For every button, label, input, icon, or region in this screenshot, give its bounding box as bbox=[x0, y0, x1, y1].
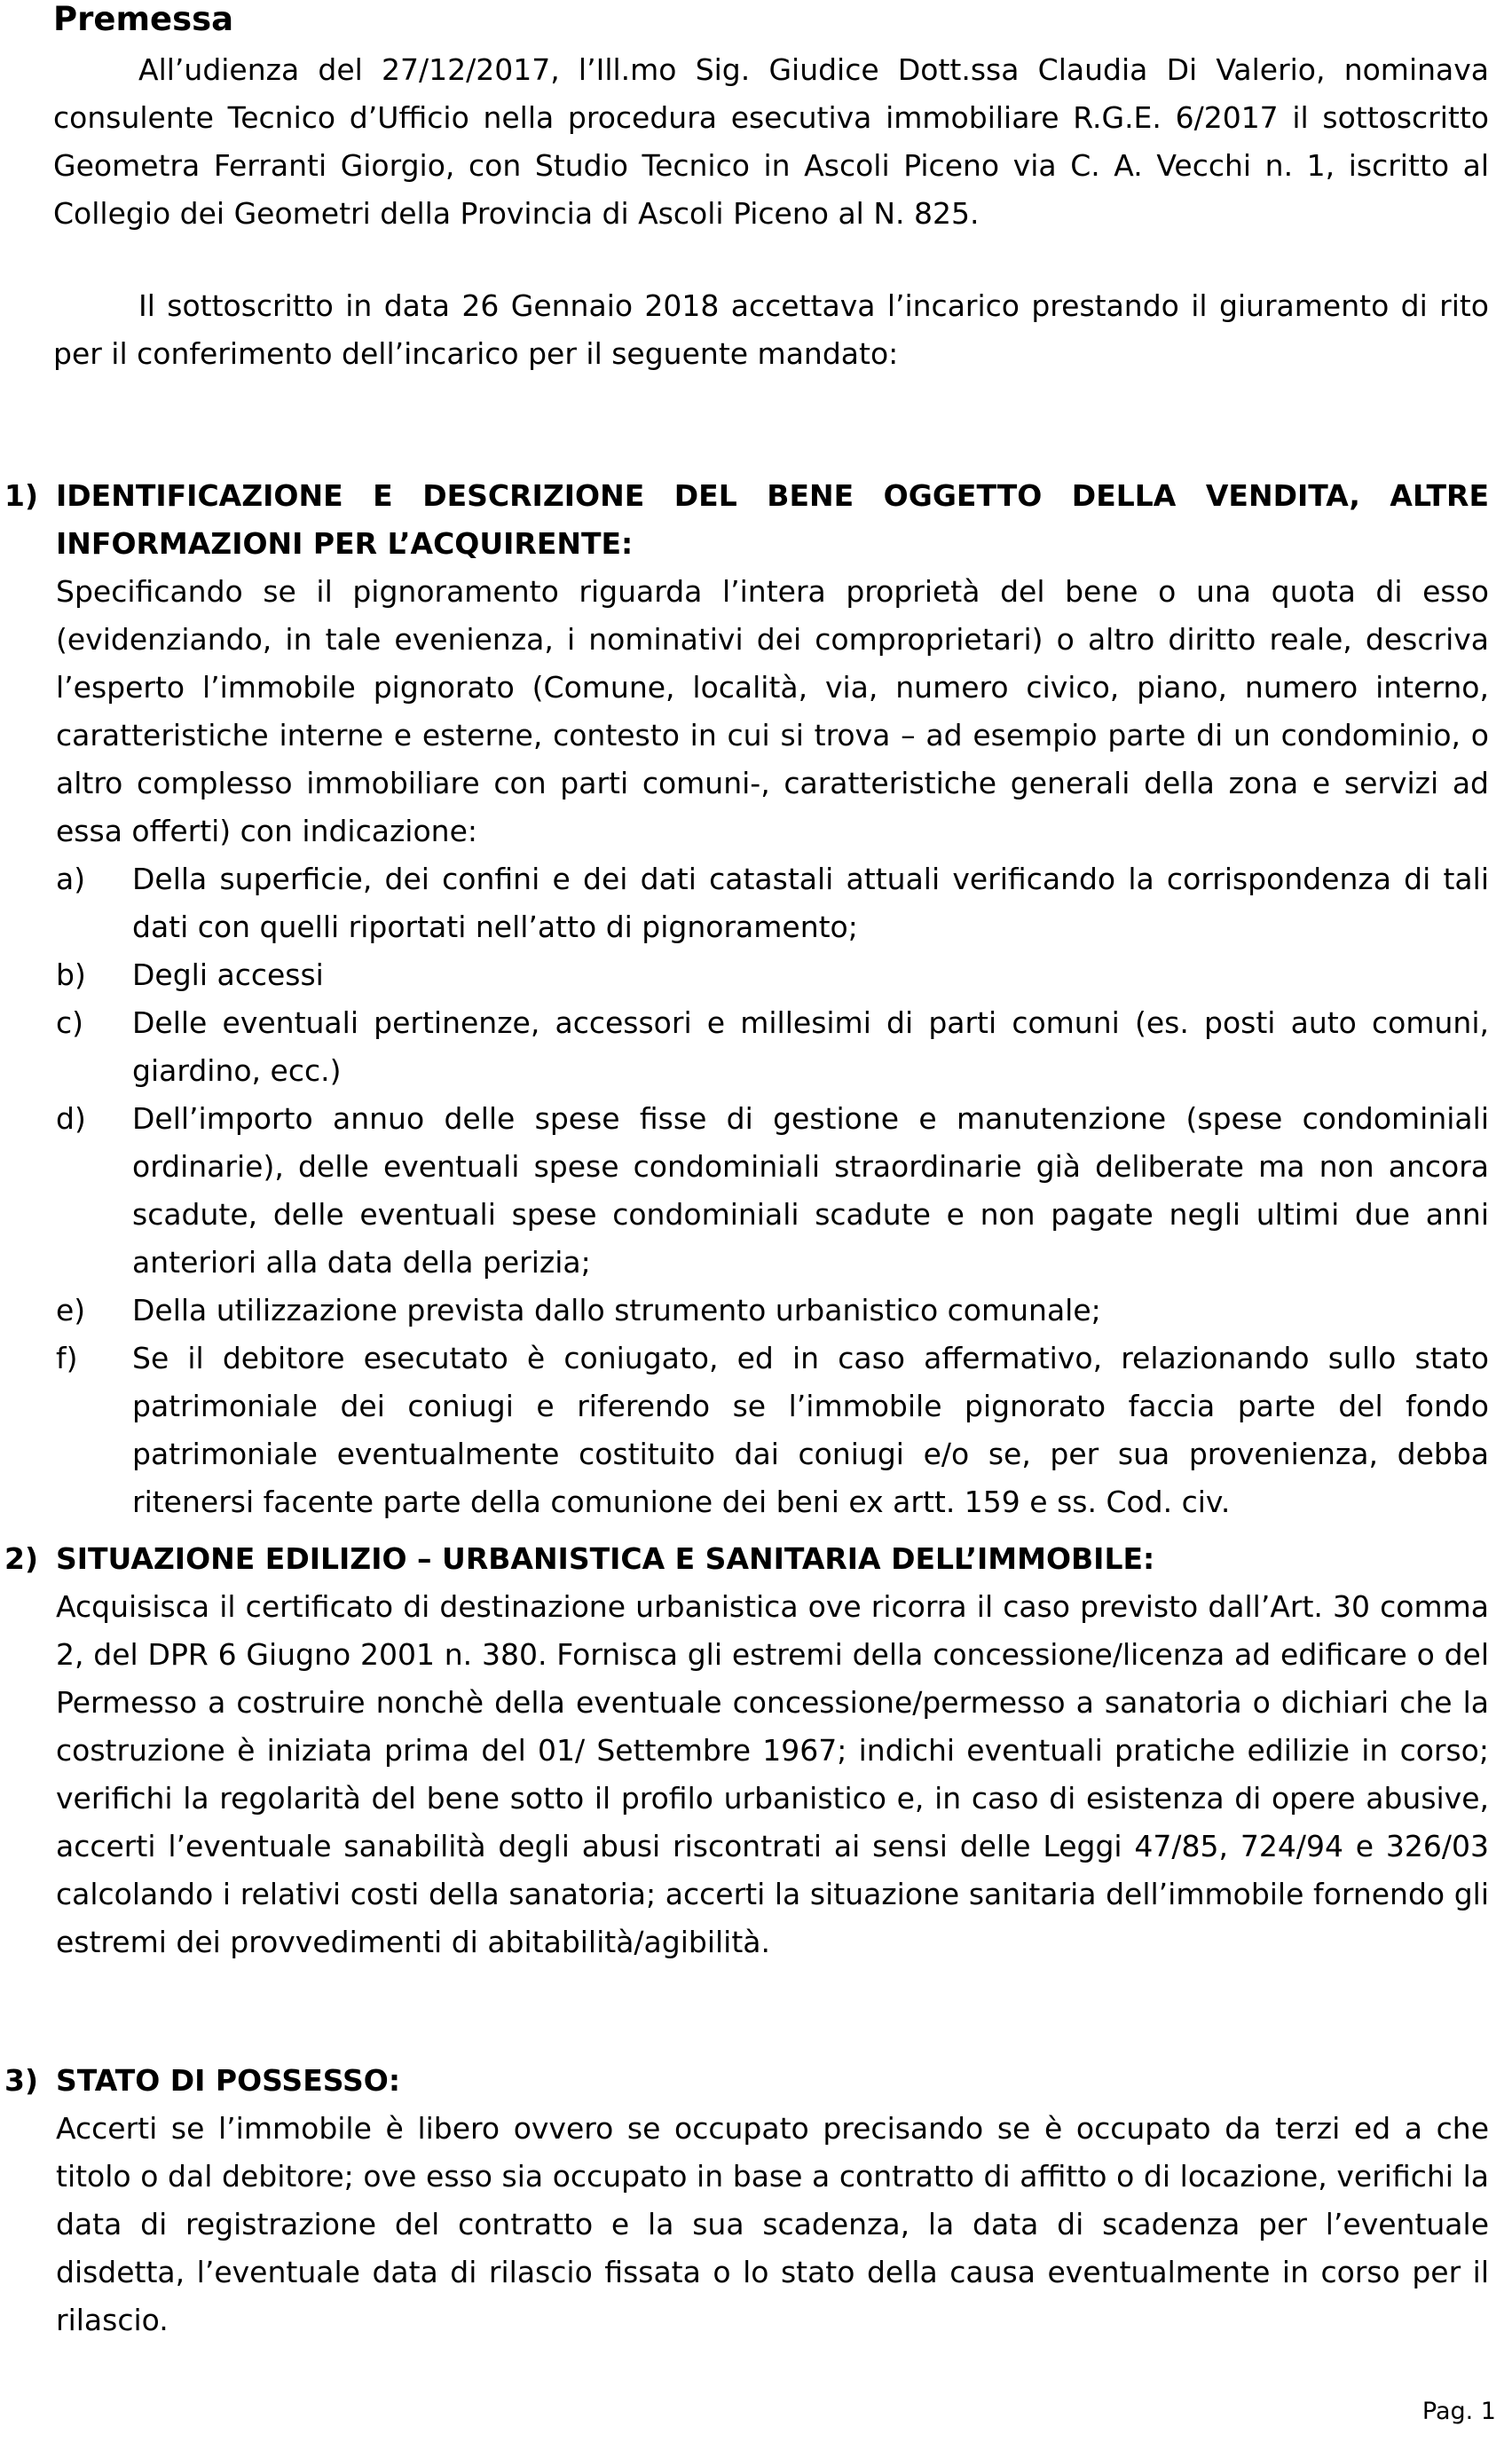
item-letter: e) bbox=[56, 1293, 86, 1327]
section-number: 2) bbox=[4, 1541, 39, 1576]
list-item bbox=[56, 1335, 1489, 1526]
section-body: Specificando se il pignoramento riguarda l’intera proprietà del bene o una quota di esso (evidenziando, in tale evenienza, i nominativi dei comproprietari) o altro diritto reale, descriva l’esperto l’immobile pignorato (Comune, località, via, numero civico, piano, numero interno, caratteristiche interne e esterne, contesto in cui si trova – ad esempio parte di un condominio, o altro complesso immobiliare con parti comuni-, caratteristiche generali della zona e servizi ad essa offerti) con indicazione: bbox=[56, 574, 1489, 848]
item-text: Dell’importo annuo delle spese fisse di gestione e manutenzione (spese condominiali ordinarie), delle eventuali spese condominiali straordinarie già deliberate ma non ancora scadute, delle eventuali spese condominiali scadute e non pagate negli ultimi due anni anteriori alla data della perizia; bbox=[132, 1101, 1489, 1280]
list-item bbox=[56, 999, 1489, 1095]
section-number: 3) bbox=[4, 2063, 39, 2098]
page-title: Premessa bbox=[53, 0, 234, 38]
item-text: Degli accessi bbox=[132, 957, 324, 992]
list-item bbox=[56, 1095, 1489, 1287]
list-item bbox=[56, 1287, 1489, 1335]
section-2 bbox=[0, 1535, 1512, 1966]
section-body: Accerti se l’immobile è libero ovvero se occupato precisando se è occupato da terzi ed a che titolo o dal debitore; ove esso sia occupato in base a contratto di affitto o di locazione, verifichi la data di registrazione del contratto e la sua scadenza, la data di scadenza per l’eventuale disdetta, l’eventuale data di rilascio fissata o lo stato della causa eventualmente in corso per il rilascio. bbox=[56, 2111, 1489, 2337]
section-body: Acquisisca il certificato di destinazione urbanistica ove ricorra il caso previsto dall’Art. 30 comma 2, del DPR 6 Giugno 2001 n. 380. Fornisca gli estremi della concessione/licenza ad edificare o del Permesso a costruire nonchè della eventuale concessione/permesso a sanatoria o dichiari che la costruzione è iniziata prima del 01/ Settembre 1967; indichi eventuali pratiche edilizie in corso; verifichi la regolarità del bene sotto il profilo urbanistico e, in caso di esistenza di opere abusive, accerti l’eventuale sanabilità degli abusi riscontrati ai sensi delle Leggi 47/85, 724/94 e 326/03 calcolando i relativi costi della sanatoria; accerti la situazione sanitaria dell’immobile fornendo gli estremi dei provvedimenti di abitabilità/agibilità. bbox=[56, 1589, 1489, 1959]
page-number: Pag. 1 bbox=[1421, 2398, 1496, 2425]
item-letter: c) bbox=[56, 1005, 84, 1040]
section-heading: STATO DI POSSESSO: bbox=[56, 2063, 401, 2098]
list-item bbox=[56, 951, 1489, 999]
item-text: Delle eventuali pertinenze, accessori e millesimi di parti comuni (es. posti auto comuni, giardino, ecc.) bbox=[132, 1005, 1489, 1088]
item-text: Della utilizzazione prevista dallo strumento urbanistico comunale; bbox=[132, 1293, 1101, 1327]
item-letter: b) bbox=[56, 957, 86, 992]
item-letter: a) bbox=[56, 862, 86, 896]
section-1 bbox=[0, 472, 1512, 1526]
item-letter: f) bbox=[56, 1341, 78, 1375]
item-text: Se il debitore esecutato è coniugato, ed in caso affermativo, relazionando sullo stato patrimoniale dei coniugi e riferendo se l’immobile pignorato faccia parte del fondo patrimoniale eventualmente costituito dai coniugi e/o se, per sua provenienza, debba ritenersi facente parte della comunione dei beni ex artt. 159 e ss. Cod. civ. bbox=[132, 1341, 1489, 1519]
item-list bbox=[56, 855, 1489, 1526]
intro-paragraph: All’udienza del 27/12/2017, l’Ill.mo Sig. Giudice Dott.ssa Claudia Di Valerio, nominava consulente Tecnico d’Ufficio nella procedura esecutiva immobiliare R.G.E. 6/2017 il sottoscritto Geometra Ferranti Giorgio, con Studio Tecnico in Ascoli Piceno via C. A. Vecchi n. 1, iscritto al Collegio dei Geometri della Provincia di Ascoli Piceno al N. 825. bbox=[53, 52, 1489, 231]
mandate-paragraph: Il sottoscritto in data 26 Gennaio 2018 accettava l’incarico prestando il giuramento di rito per il conferimento dell’incarico per il seguente mandato: bbox=[53, 288, 1489, 371]
section-heading: IDENTIFICAZIONE E DESCRIZIONE DEL BENE OGGETTO DELLA VENDITA, ALTRE INFORMAZIONI PER L’ACQUIRENTE: bbox=[56, 478, 1489, 561]
section-number: 1) bbox=[4, 478, 39, 513]
section-heading: SITUAZIONE EDILIZIO – URBANISTICA E SANITARIA DELL’IMMOBILE: bbox=[56, 1541, 1155, 1576]
item-text: Della superficie, dei confini e dei dati catastali attuali verificando la corrispondenza di tali dati con quelli riportati nell’atto di pignoramento; bbox=[132, 862, 1489, 944]
item-letter: d) bbox=[56, 1101, 86, 1136]
list-item bbox=[56, 855, 1489, 951]
section-3 bbox=[0, 2057, 1512, 2344]
